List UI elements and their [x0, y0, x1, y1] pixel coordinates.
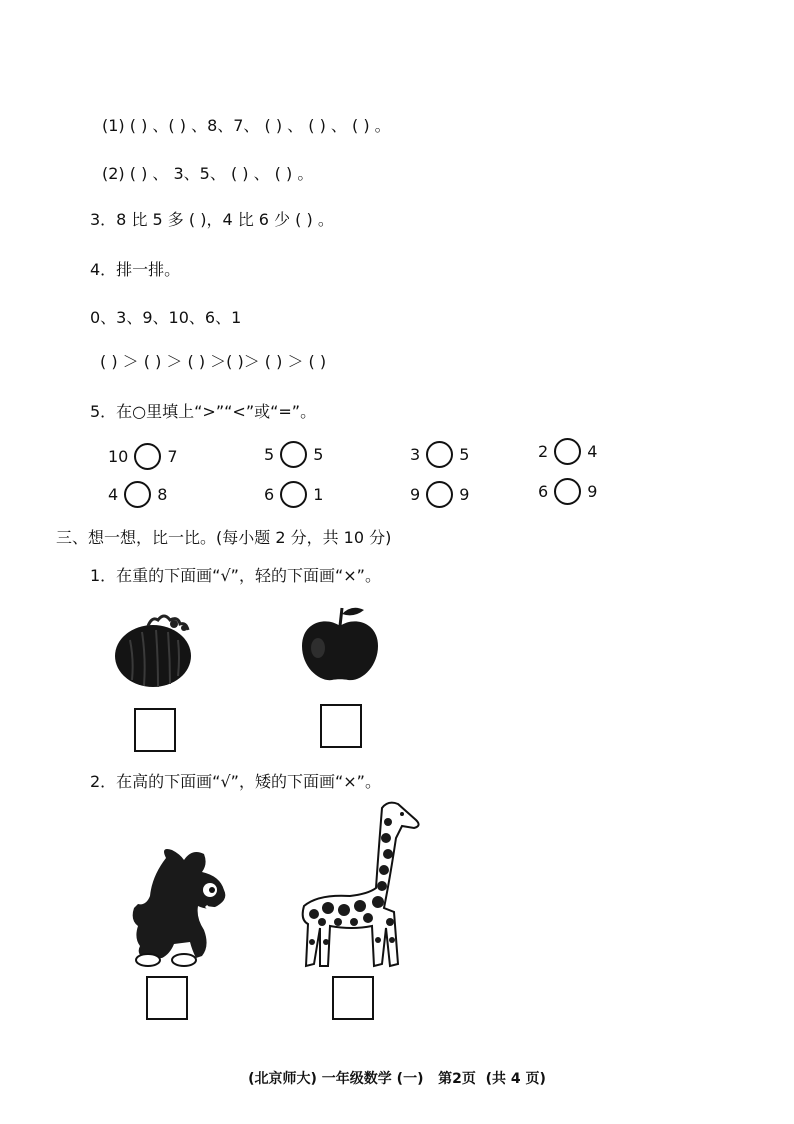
page-footer: (北京师大) 一年级数学 (一) 第2页 (共 4 页)	[248, 1071, 546, 1087]
compare-left: 10	[108, 446, 129, 466]
watermelon-picture	[108, 606, 198, 690]
compare-left: 6	[264, 484, 275, 504]
q4-blanks: ( ) ＞ ( ) ＞ ( ) ＞( )＞ ( ) ＞ ( )	[100, 352, 327, 371]
answer-box[interactable]	[332, 976, 374, 1020]
answer-circle[interactable]	[124, 481, 151, 508]
answer-circle[interactable]	[554, 438, 581, 465]
compare-left: 2	[538, 441, 549, 461]
compare-right: 9	[459, 484, 470, 504]
q5-title: 5．在○里填上“>”“<”或“=”。	[90, 402, 317, 421]
compare-left: 3	[410, 444, 421, 464]
compare-left: 4	[108, 484, 119, 504]
compare-right: 8	[157, 484, 168, 504]
compare-item	[264, 479, 323, 509]
compare-right: 5	[313, 444, 324, 464]
answer-circle[interactable]	[426, 481, 453, 508]
q4-numbers: 0、3、9、10、6、1	[90, 308, 242, 327]
compare-item	[410, 439, 469, 469]
section-3-q2: 2．在高的下面画“√”，矮的下面画“×”。	[90, 772, 381, 791]
giraffe-picture	[298, 798, 430, 972]
q2-line-1: (1) ( ) 、( ) 、8、7、 ( ) 、 ( ) 、 ( ) 。	[102, 116, 391, 135]
apple-picture	[296, 602, 384, 686]
answer-circle[interactable]	[134, 443, 161, 470]
compare-item	[108, 441, 178, 471]
answer-circle[interactable]	[426, 441, 453, 468]
compare-right: 1	[313, 484, 324, 504]
section-3-heading: 三、想一想，比一比。(每小题 2 分，共 10 分)	[56, 528, 392, 547]
compare-right: 7	[167, 446, 178, 466]
compare-right: 5	[459, 444, 470, 464]
compare-item	[538, 436, 597, 466]
dog-picture	[126, 846, 238, 970]
section-3-q1: 1．在重的下面画“√”，轻的下面画“×”。	[90, 566, 381, 585]
compare-left: 5	[264, 444, 275, 464]
answer-box[interactable]	[134, 708, 176, 752]
compare-item	[538, 476, 597, 506]
compare-left: 6	[538, 481, 549, 501]
compare-right: 4	[587, 441, 598, 461]
compare-left: 9	[410, 484, 421, 504]
q3-text: 3．8 比 5 多 ( )，4 比 6 少 ( ) 。	[90, 210, 334, 229]
answer-circle[interactable]	[280, 481, 307, 508]
answer-circle[interactable]	[554, 478, 581, 505]
compare-right: 9	[587, 481, 598, 501]
q2-line-2: (2) ( ) 、 3、5、 ( ) 、 ( ) 。	[102, 164, 314, 183]
answer-box[interactable]	[146, 976, 188, 1020]
compare-item	[410, 479, 469, 509]
answer-circle[interactable]	[280, 441, 307, 468]
compare-item	[264, 439, 323, 469]
answer-box[interactable]	[320, 704, 362, 748]
compare-item	[108, 479, 167, 509]
q4-title: 4．排一排。	[90, 260, 181, 279]
